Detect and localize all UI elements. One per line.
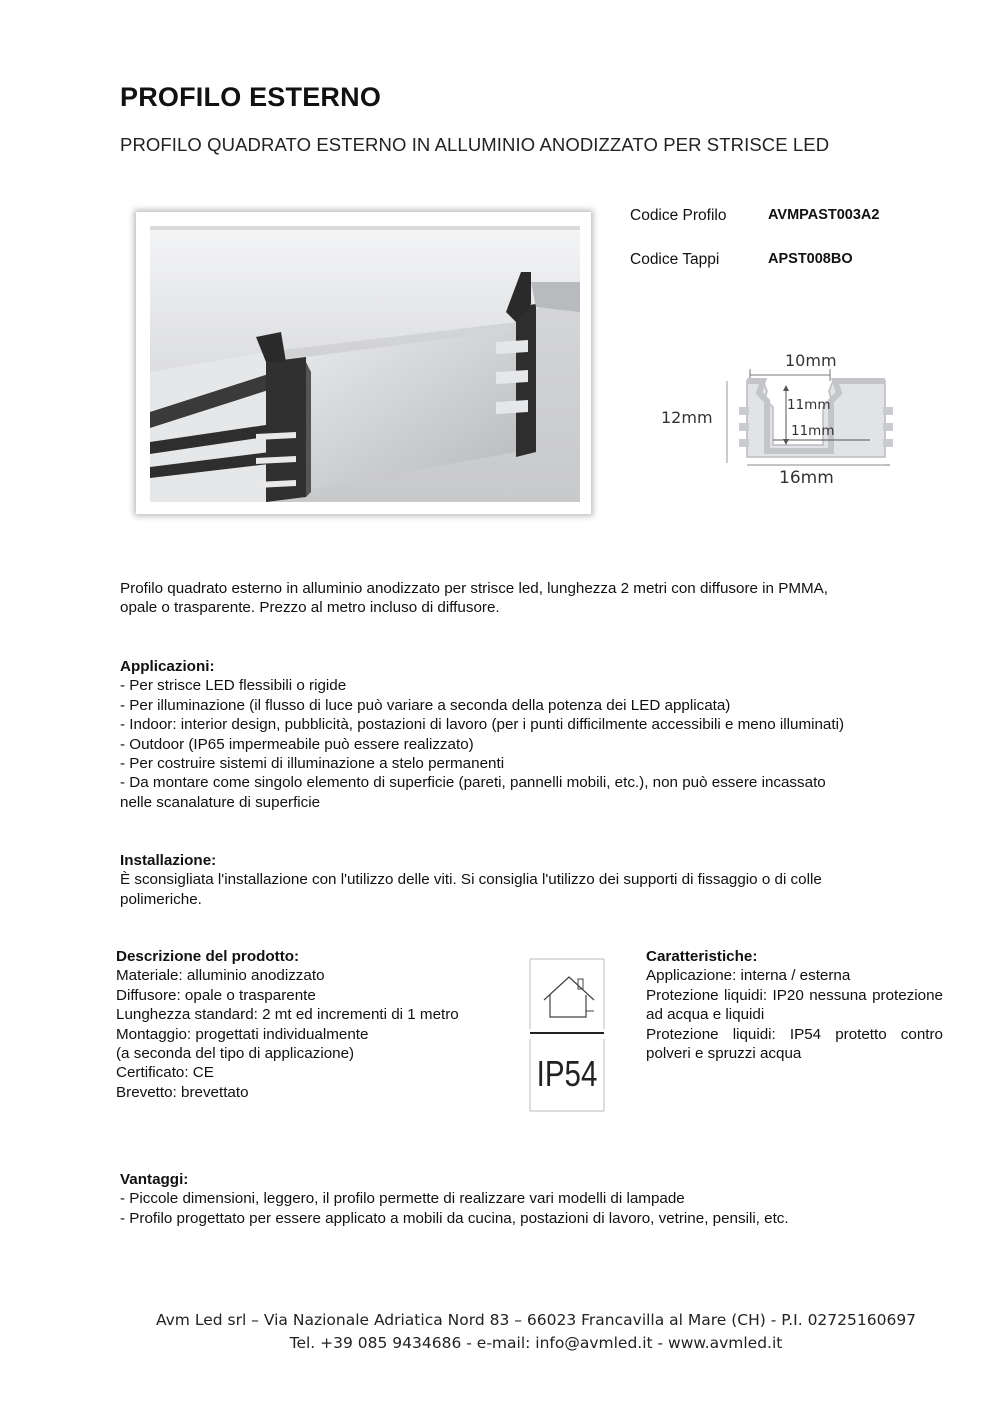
list-item: (a seconda del tipo di applicazione) <box>116 1045 355 1063</box>
list-item: - Profilo progettato per essere applicato a mobili da cucina, postazioni di lavoro, vetrine, pensili, etc. <box>120 1209 789 1227</box>
descrizione-heading: Descrizione del prodotto: <box>116 948 300 965</box>
page-subtitle: PROFILO QUADRATO ESTERNO IN ALLUMINIO ANODIZZATO PER STRISCE LED <box>120 134 830 155</box>
caratteristiche-section <box>646 947 943 1063</box>
list-item: Lunghezza standard: 2 mt ed incrementi di 1 metro <box>116 1006 459 1024</box>
list-item: Montaggio: progettati individualmente <box>116 1025 369 1043</box>
list-item: Diffusore: opale o trasparente <box>116 986 316 1004</box>
installazione-section <box>120 851 822 909</box>
list-item: Certificato: CE <box>116 1064 214 1082</box>
intro-paragraph <box>120 579 828 618</box>
caratteristiche-protezione-ip20: Protezione liquidi: IP20 nessuna protezione ad acqua e liquidi <box>646 986 943 1024</box>
applicazioni-section <box>120 657 844 812</box>
intro-line: Profilo quadrato esterno in alluminio anodizzato per strisce led, lunghezza 2 metri con diffusore in PMMA, <box>120 580 828 597</box>
list-item: Brevetto: brevettato <box>116 1083 249 1101</box>
caratteristiche-applicazione: Applicazione: interna / esterna <box>646 967 851 985</box>
caratteristiche-heading: Caratteristiche: <box>646 948 758 965</box>
footer-address: Avm Led srl – Via Nazionale Adriatica Nord 83 – 66023 Francavilla al Mare (CH) - P.I. 02725160697 <box>155 1311 917 1329</box>
dim-top-width: 10mm <box>785 351 837 370</box>
cross-section-diagram <box>655 345 895 495</box>
profile-code-label: Codice Profilo <box>630 207 727 224</box>
dim-height: 12mm <box>661 408 713 427</box>
list-item: - Da montare come singolo elemento di superficie (pareti, pannelli mobili, etc.), non può essere incassato <box>120 774 826 792</box>
vantaggi-heading: Vantaggi: <box>120 1171 189 1188</box>
applicazioni-heading: Applicazioni: <box>120 658 215 675</box>
dim-bottom-width: 16mm <box>779 468 834 488</box>
descrizione-section <box>116 947 516 1102</box>
installazione-line: polimeriche. <box>120 890 202 908</box>
list-item: - Indoor: interior design, pubblicità, postazioni di lavoro (per i punti difficilmente accessibili e meno illuminati) <box>120 716 845 734</box>
list-item: Materiale: alluminio anodizzato <box>116 967 325 985</box>
caps-code-value: APST008BO <box>768 251 853 267</box>
list-item: - Per strisce LED flessibili o rigide <box>120 677 347 695</box>
installazione-line: È sconsigliata l'installazione con l'utilizzo delle viti. Si consiglia l'utilizzo dei supporti di fissaggio o di colle <box>120 871 822 889</box>
dim-inner-height: 11mm <box>787 397 831 413</box>
dim-inner-width: 11mm <box>791 423 835 439</box>
product-photo <box>136 212 591 514</box>
list-item: - Outdoor (IP65 impermeabile può essere realizzato) <box>120 735 474 753</box>
vantaggi-section <box>120 1170 789 1228</box>
list-item: nelle scanalature di superficie <box>120 793 321 811</box>
profile-code-value: AVMPAST003A2 <box>768 207 880 223</box>
intro-line: opale o trasparente. Prezzo al metro incluso di diffusore. <box>120 599 500 617</box>
installazione-heading: Installazione: <box>120 852 217 869</box>
ip54-label: IP54 <box>536 1053 598 1094</box>
list-item: - Piccole dimensioni, leggero, il profilo permette di realizzare vari modelli di lampade <box>120 1190 685 1208</box>
page-title: PROFILO ESTERNO <box>120 82 382 112</box>
footer-contacts: Tel. +39 085 9434686 - e-mail: info@avmled.it - www.avmled.it <box>289 1334 783 1352</box>
caratteristiche-protezione-ip54: Protezione liquidi: IP54 protetto contro polveri e spruzzi acqua <box>646 1025 943 1063</box>
caps-code-label: Codice Tappi <box>630 251 720 268</box>
ip54-icon <box>524 955 610 1115</box>
list-item: - Per costruire sistemi di illuminazione a stelo permanenti <box>120 755 505 773</box>
list-item: - Per illuminazione (il flusso di luce può variare a seconda della potenza dei LED applicata) <box>120 696 731 714</box>
